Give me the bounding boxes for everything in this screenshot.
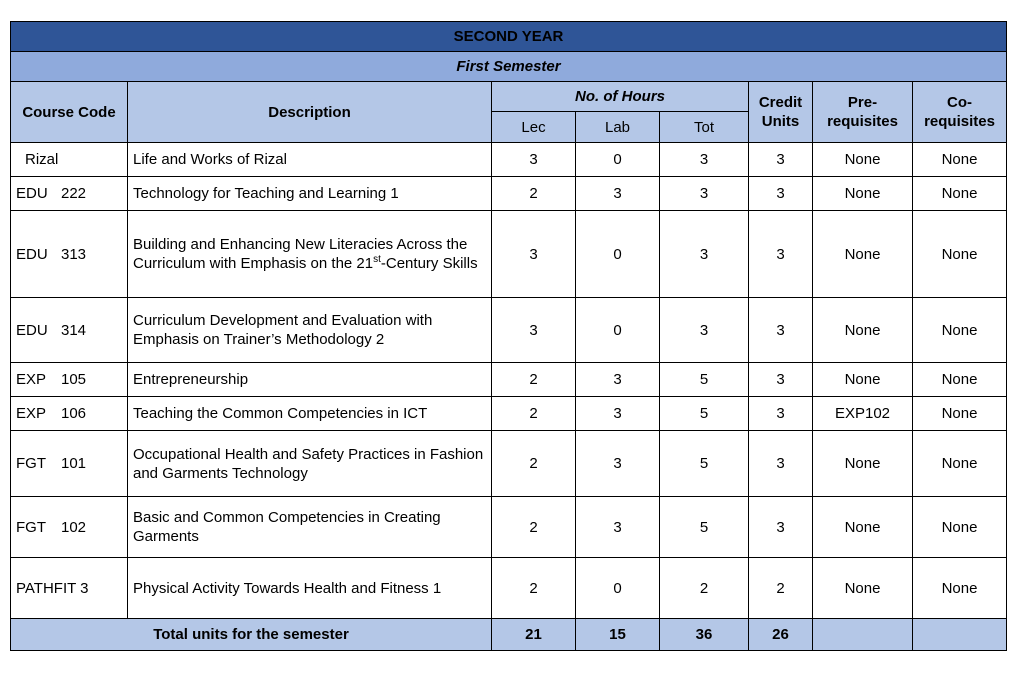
lec-hours: 2 [492,397,576,431]
header-coreq-line2: requisites [924,113,995,130]
lec-hours: 3 [492,298,576,363]
header-course-code: Course Code [11,82,128,143]
header-prereq-line2: requisites [827,113,898,130]
lec-hours: 2 [492,558,576,619]
total-hours: 3 [660,177,749,211]
total-hours: 5 [660,363,749,397]
total-label: Total units for the semester [11,619,492,651]
corequisites: None [913,397,1007,431]
total-lec: 21 [492,619,576,651]
corequisites: None [913,363,1007,397]
description-text: Building and Enhancing New Literacies Across the Curriculum with Emphasis on the 21 [133,236,468,272]
curriculum-table [10,21,1007,651]
lab-hours: 3 [576,497,660,558]
course-description: Physical Activity Towards Health and Fitness 1 [128,558,492,619]
total-tot: 36 [660,619,749,651]
total-hours: 3 [660,298,749,363]
prerequisites: None [813,363,913,397]
corequisites: None [913,431,1007,497]
course-code-number: 313 [61,245,87,263]
credit-units: 3 [749,363,813,397]
prerequisites: None [813,177,913,211]
course-code-prefix: FGT [16,518,46,536]
lab-hours: 3 [576,177,660,211]
prerequisites: None [813,143,913,177]
course-code [11,397,128,431]
course-code [11,431,128,497]
course-code-prefix: EDU [16,245,48,263]
header-credit-line2: Units [761,113,800,130]
table-row [11,211,1007,298]
header-tot: Tot [660,112,749,143]
total-hours: 5 [660,431,749,497]
header-description: Description [128,82,492,143]
prerequisites: None [813,431,913,497]
total-hours: 3 [660,211,749,298]
description-superscript: st [373,254,381,265]
course-code-number: 102 [61,518,87,536]
table-row [11,497,1007,558]
header-credit-line1: Credit [758,94,803,111]
description-text-end: -Century Skills [380,255,478,272]
credit-units: 3 [749,431,813,497]
credit-units: 3 [749,177,813,211]
prerequisites: None [813,298,913,363]
course-code [11,211,128,298]
course-code [11,143,128,177]
course-code-number: 106 [61,405,87,422]
lab-hours: 3 [576,397,660,431]
table-row [11,363,1007,397]
course-description: Technology for Teaching and Learning 1 [128,177,492,211]
corequisites: None [913,558,1007,619]
table-row [11,177,1007,211]
course-description [128,211,492,298]
table-row [11,431,1007,497]
course-description: Basic and Common Competencies in Creating Garments [128,497,492,558]
lab-hours: 0 [576,298,660,363]
credit-units: 3 [749,397,813,431]
course-code-number: 314 [61,321,87,339]
course-code-number: 105 [61,371,87,388]
header-prereq-line1: Pre- [847,94,878,111]
lab-hours: 0 [576,143,660,177]
course-code-prefix: EXP [16,371,47,388]
table-row [11,397,1007,431]
lab-hours: 0 [576,211,660,298]
course-code [11,298,128,363]
course-code [11,363,128,397]
total-hours: 3 [660,143,749,177]
prerequisites: None [813,211,913,298]
lab-hours: 0 [576,558,660,619]
total-lab: 15 [576,619,660,651]
semester-title: First Semester [11,52,1007,82]
course-code [11,558,128,619]
corequisites: None [913,143,1007,177]
course-description: Occupational Health and Safety Practices in Fashion and Garments Technology [128,431,492,497]
table-row [11,558,1007,619]
prerequisites: None [813,497,913,558]
course-code-prefix: PATHFIT 3 [16,579,89,597]
course-description: Curriculum Development and Evaluation with Emphasis on Trainer’s Methodology 2 [128,298,492,363]
course-description: Life and Works of Rizal [128,143,492,177]
course-code-prefix: EDU [16,321,48,339]
total-hours: 5 [660,397,749,431]
lec-hours: 3 [492,143,576,177]
credit-units: 3 [749,211,813,298]
course-description: Entrepreneurship [128,363,492,397]
credit-units: 2 [749,558,813,619]
lab-hours: 3 [576,363,660,397]
credit-units: 3 [749,298,813,363]
year-title: SECOND YEAR [11,22,1007,52]
total-row [11,619,1007,651]
header-coreq-line1: Co- [947,94,972,111]
lab-hours: 3 [576,431,660,497]
credit-units: 3 [749,497,813,558]
course-code-prefix: FGT [16,455,46,472]
lec-hours: 2 [492,363,576,397]
lec-hours: 2 [492,177,576,211]
prerequisites: EXP102 [813,397,913,431]
credit-units: 3 [749,143,813,177]
course-code [11,177,128,211]
header-prerequisites [813,82,913,143]
header-lab: Lab [576,112,660,143]
lec-hours: 3 [492,211,576,298]
lec-hours: 2 [492,431,576,497]
total-hours: 2 [660,558,749,619]
total-hours: 5 [660,497,749,558]
course-code-number: 101 [61,455,87,472]
total-units: 26 [749,619,813,651]
prerequisites: None [813,558,913,619]
course-code [11,497,128,558]
course-code-prefix: EDU [16,185,48,202]
header-corequisites [913,82,1007,143]
lec-hours: 2 [492,497,576,558]
course-code-prefix: EXP [16,405,47,422]
table-row [11,143,1007,177]
table-row [11,298,1007,363]
course-code-prefix: Rizal [25,151,59,168]
header-no-of-hours: No. of Hours [492,82,749,112]
total-prereq-empty [813,619,913,651]
course-code-number: 222 [61,185,87,202]
corequisites: None [913,497,1007,558]
corequisites: None [913,211,1007,298]
header-credit-units [749,82,813,143]
header-lec: Lec [492,112,576,143]
corequisites: None [913,298,1007,363]
corequisites: None [913,177,1007,211]
course-description: Teaching the Common Competencies in ICT [128,397,492,431]
total-coreq-empty [913,619,1007,651]
